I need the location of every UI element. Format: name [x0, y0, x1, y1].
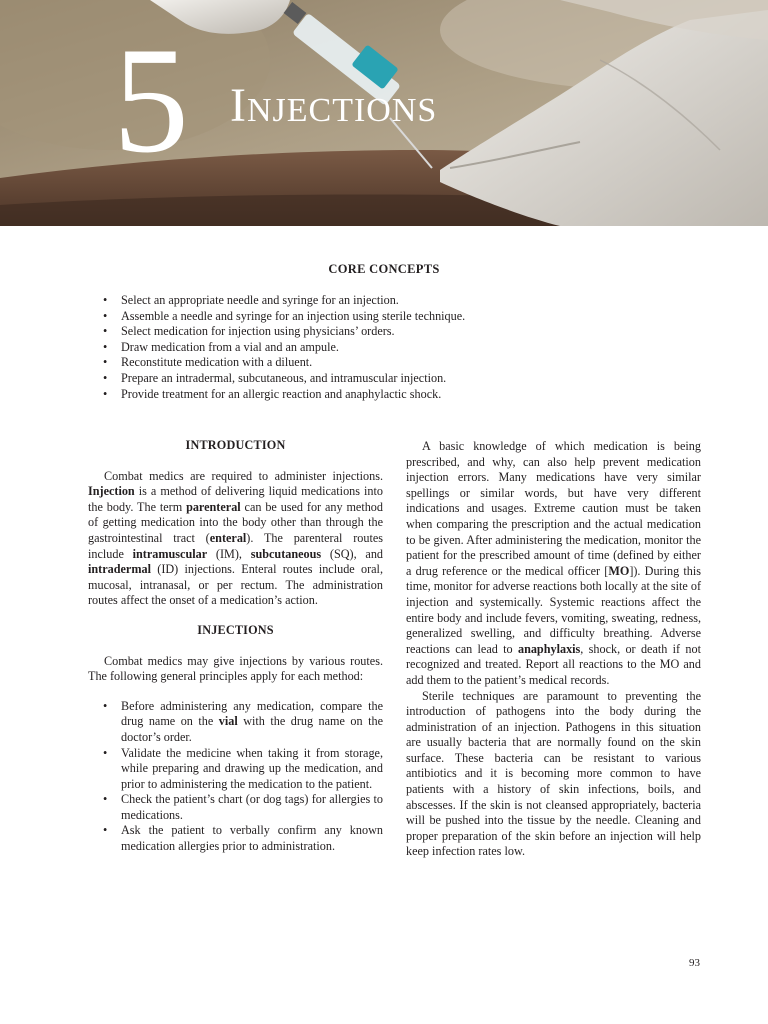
- principle-item: • Ask the patient to verbally confirm any known medication allergies prior to administration.: [88, 823, 383, 854]
- term-intramuscular: intramuscular: [132, 546, 208, 561]
- medication-knowledge-paragraph: A basic knowledge of which medication is being prescribed, and why, can also help prevent medication injection errors. Many medications have very similar spellings or similar words, but have very different indications and usages. Extreme caution must be taken when comparing the prescription and the actual medication to be given. After administering the medication, monitor the patient for the prescribed amount of time (defined by either a drug reference or the medical officer [MO]). During this time, monitor for adverse reactions both locally at the site of injection and systemically. Systemic reactions affect the entire body and include fevers, vomiting, sweating, redness, generalized swelling, and difficulty breathing. Adverse reactions can lead to anaphylaxis, shock, or death if not recognized and treated. Report all reactions to the MO and add them to the patient’s medical records.: [406, 439, 701, 687]
- principle-item: • Before administering any medication, compare the drug name on the vial with the drug name on the doctor’s order.: [88, 699, 383, 746]
- sterile-technique-paragraph: Sterile techniques are paramount to preventing the introduction of pathogens into the body during the administration of an injection. Pathogens in this situation are usually bacteria that are normally found on the skin surface. These bacteria can be resistant to various antibiotics and it is becoming more common to have patients with a history of skin infections, boils, and abscesses. If the skin is not cleansed appropriately, bacteria will be pushed into the tissue by the needle. Cleaning and proper preparation of the skin before an injection will help keep infection rates low.: [406, 688, 701, 859]
- injections-paragraph: Combat medics may give injections by various routes. The following general principles apply for each method:: [88, 653, 383, 684]
- chapter-header-photo: [0, 0, 768, 226]
- chapter-number: 5: [113, 16, 189, 184]
- core-concepts-list: [103, 293, 465, 402]
- introduction-heading: INTRODUCTION: [185, 438, 286, 452]
- term-mo: MO: [608, 563, 630, 578]
- core-concept-item: • Provide treatment for an allergic reaction and anaphylactic shock.: [103, 387, 465, 403]
- core-concepts-heading: CORE CONCEPTS: [328, 262, 440, 276]
- injection-principles-list: [88, 699, 383, 855]
- principle-item: • Check the patient’s chart (or dog tags) for allergies to medications.: [88, 792, 383, 823]
- right-column: [406, 439, 701, 860]
- term-intradermal: intradermal: [88, 562, 151, 577]
- introduction-paragraph: Combat medics are required to administer injections. Injection is a method of delivering liquid medications into the body. The term parenteral can be used for any method of getting medication into the body other than through the gastrointestinal tract (enteral). The parenteral routes include intramuscular (IM), subcutaneous (SQ), and intradermal (ID) injections. Enteral routes include oral, mucosal, intranasal, or per rectum. The administration routes affect the onset of a medication’s action.: [88, 468, 384, 608]
- chapter-title: Injections: [230, 79, 438, 132]
- page-number: 93: [689, 957, 700, 969]
- core-concept-item: • Assemble a needle and syringe for an injection using sterile technique.: [103, 309, 465, 325]
- injections-heading: INJECTIONS: [197, 622, 274, 637]
- core-concept-item: • Select an appropriate needle and syringe for an injection.: [103, 293, 465, 309]
- core-concept-item: • Reconstitute medication with a diluent.: [103, 355, 465, 371]
- principle-item: • Validate the medicine when taking it from storage, while preparing and drawing up the medication, and prior to administering the medication to the patient.: [88, 746, 383, 793]
- term-anaphylaxis: anaphylaxis: [517, 641, 581, 656]
- term-subcutaneous: subcutaneous: [250, 546, 322, 561]
- core-concept-item: • Draw medication from a vial and an ampule.: [103, 340, 465, 356]
- core-concept-item: • Select medication for injection using physicians’ orders.: [103, 324, 465, 340]
- term-enteral: enteral: [209, 530, 247, 545]
- core-concept-item: • Prepare an intradermal, subcutaneous, and intramuscular injection.: [103, 371, 465, 387]
- left-column: [88, 438, 383, 855]
- term-parenteral: parenteral: [186, 499, 241, 514]
- term-injection: Injection: [88, 484, 135, 499]
- term-vial: vial: [218, 714, 238, 729]
